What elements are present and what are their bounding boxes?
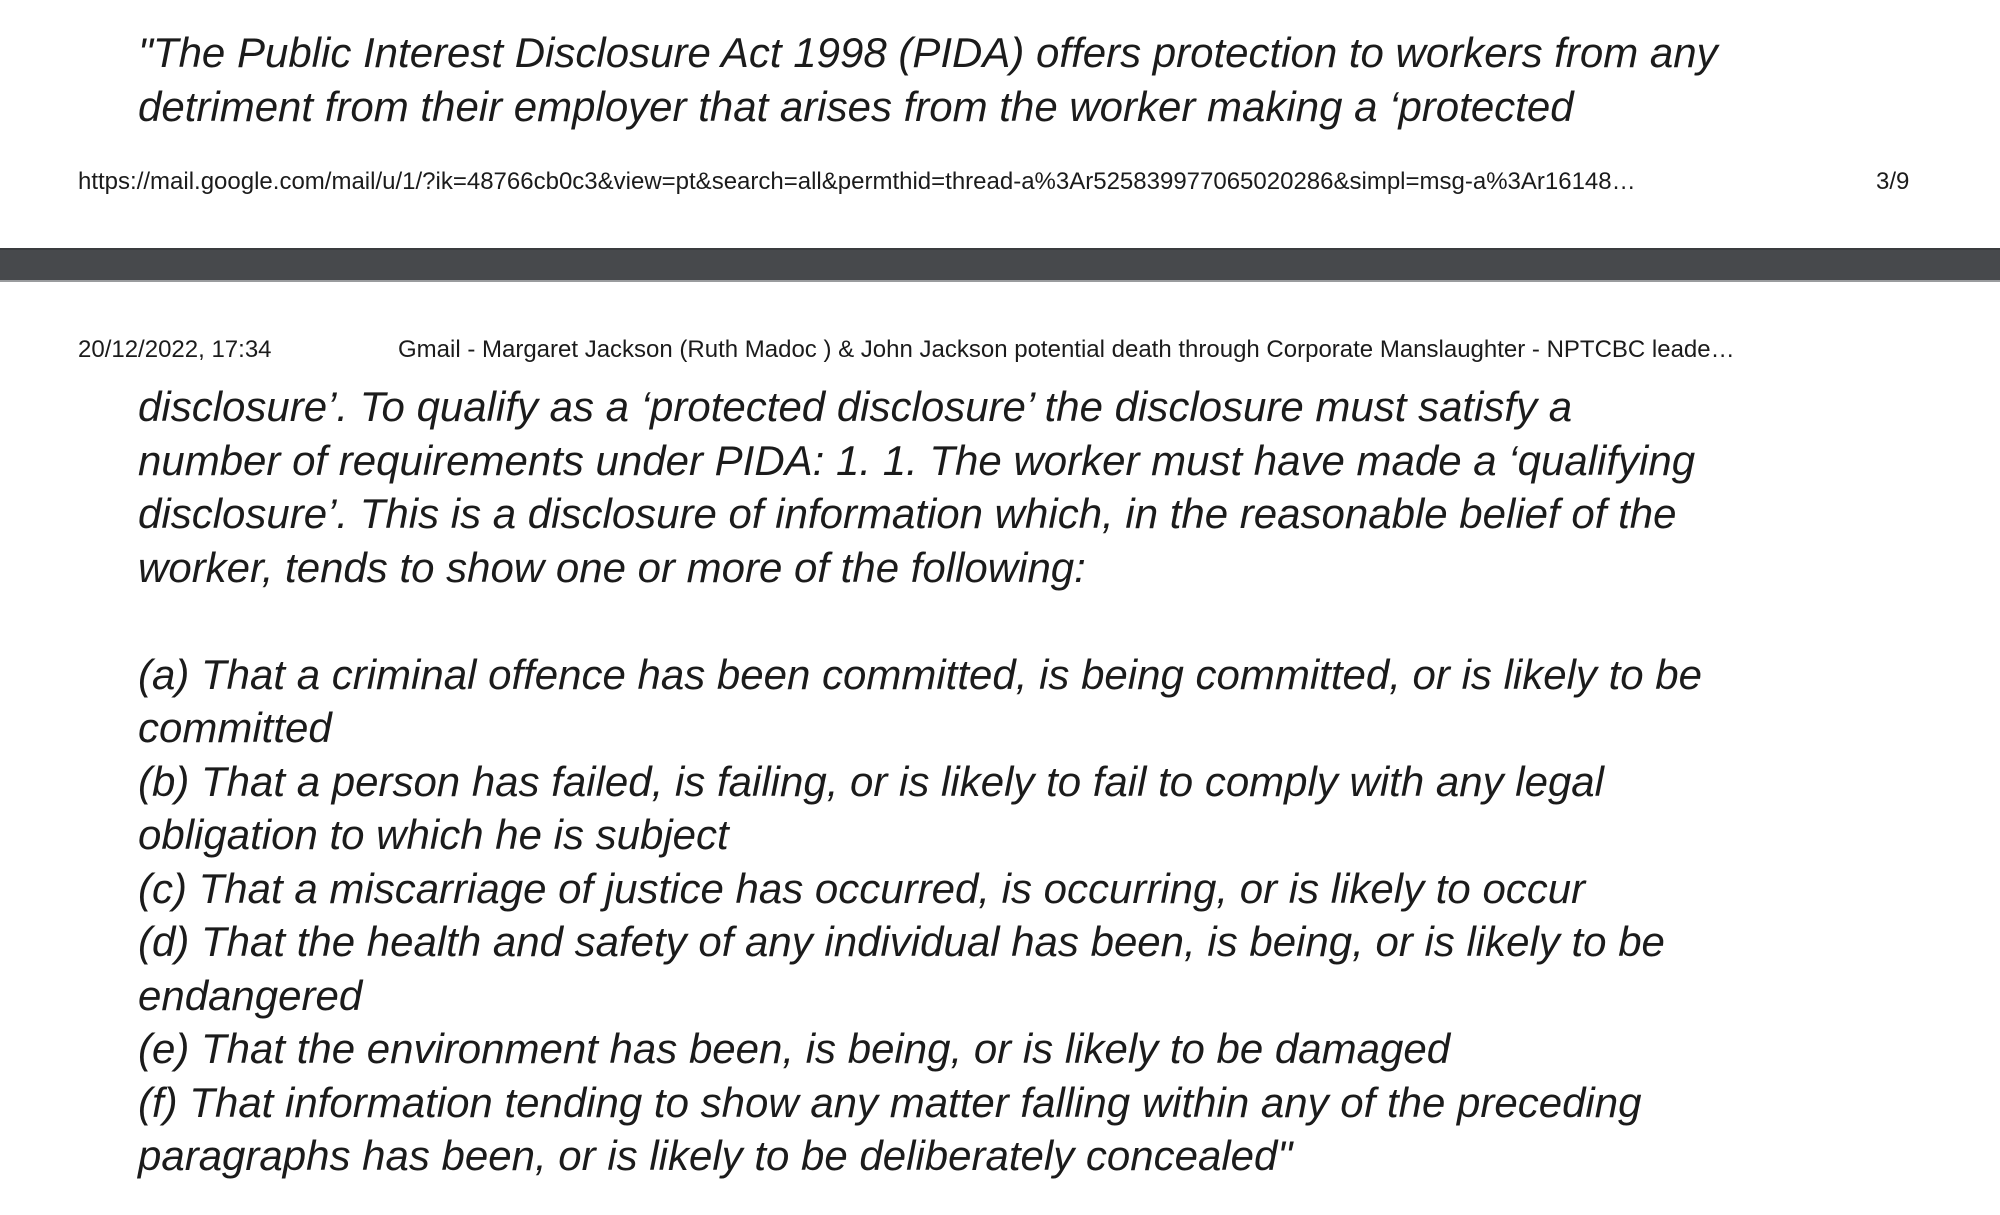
quote-line: number of requirements under PIDA: 1. 1. The worker must have made a ‘qualifying [138, 436, 1696, 484]
print-header-title: Gmail - Margaret Jackson (Ruth Madoc ) & John Jackson potential death through Corporate Manslaughter - NPTCBC leade… [398, 336, 1735, 363]
quote-line: worker, tends to show one or more of the following: [138, 543, 1086, 591]
paragraph-gap [138, 594, 1938, 648]
print-footer-url: https://mail.google.com/mail/u/1/?ik=48766cb0c3&view=pt&search=all&permthid=thread-a%3Ar5258399770650202​86&simpl=msg-a%3Ar16148… [78, 168, 1636, 195]
list-line-d: (d) That the health and safety of any individual has been, is being, or is likely to be [138, 918, 1665, 965]
list-line-e: (e) That the environment has been, is being, or is likely to be damaged [138, 1025, 1451, 1072]
quote-line: disclosure’. This is a disclosure of information which, in the reasonable belief of the [138, 490, 1677, 537]
page-separator [0, 248, 2000, 282]
list-line-b-cont: obligation to which he is subject [138, 811, 729, 858]
quote-line: detriment from their employer that arises from the worker making a ‘protected [138, 82, 1574, 130]
quote-text-top [138, 26, 1938, 133]
page-number: 3/9 [1876, 168, 1910, 195]
list-line-f-cont: paragraphs has been, or is likely to be deliberately concealed" [138, 1132, 1293, 1179]
list-line-d-cont: endangered [138, 971, 363, 1019]
quote-line: disclosure’. To qualify as a ‘protected disclosure’ the disclosure must satisfy a [138, 383, 1573, 430]
print-header-date: 20/12/2022, 17:34 [78, 336, 272, 363]
list-line-c: (c) That a miscarriage of justice has occurred, is occurring, or is likely to occur [138, 864, 1586, 912]
list-line-b: (b) That a person has failed, is failing, or is likely to fail to comply with any legal [138, 757, 1605, 805]
quote-line: "The Public Interest Disclosure Act 1998 (PIDA) offers protection to workers from any [138, 29, 1718, 76]
list-line-f: (f) That information tending to show any matter falling within any of the preceding [138, 1078, 1642, 1126]
list-line-a-cont: committed [138, 704, 332, 751]
quote-text-bottom [138, 380, 1938, 1183]
list-line-a: (a) That a criminal offence has been committed, is being committed, or is likely to be [138, 650, 1703, 698]
page-3-bottom [0, 0, 2000, 248]
